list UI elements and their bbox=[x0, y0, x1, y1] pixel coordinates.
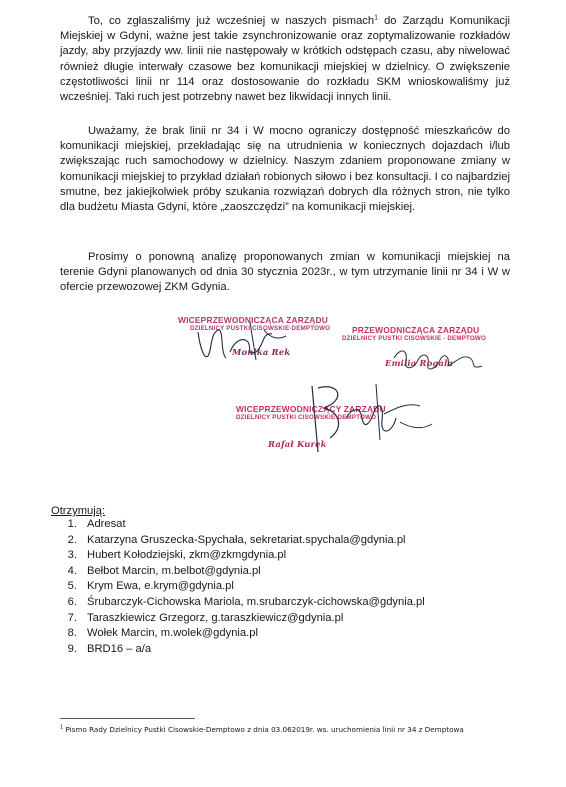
paragraph-3: Prosimy o ponowną analizę proponowanych zmian w komunikacji miejskiej na terenie Gdyni planowanych od dnia 30 stycznia 2023r., w tym utrzymanie linii nr 34 i W w ofercie przewozowej ZKM Gdynia. bbox=[60, 251, 510, 294]
list-item: 8. Wołek Marcin, m.wolek@gdynia.pl bbox=[67, 627, 258, 640]
stamp-title: PRZEWODNICZĄCA ZARZĄDU bbox=[352, 325, 480, 335]
list-item: 5. Krym Ewa, e.krym@gdynia.pl bbox=[67, 580, 234, 593]
stamp-name: Monika Rek bbox=[232, 347, 291, 357]
recipients-heading: Otrzymują: bbox=[51, 505, 106, 517]
signature-rafal-kurek bbox=[300, 378, 440, 458]
signature-monika-rek bbox=[190, 312, 310, 372]
stamp-org: DZIELNICY PUSTKI CISOWSKIE-DEMPTOWO bbox=[190, 325, 331, 332]
list-item: 6. Śrubarczyk-Cichowska Mariola, m.srubarczyk-cichowska@gdynia.pl bbox=[67, 595, 425, 608]
paragraph-2: Uważamy, że brak linii nr 34 i W mocno ograniczy dostępność mieszkańców do komunikacji miejskiej, przekładając się na utrudnienia w koniecznych dojazdach i/lub zwiększając ruch samochodowy w dzielnicy. Naszym zdaniem proponowane zmiany w komunikacji miejskiej to przykład działań robionych siłowo i bez konsultacji. I co najbardziej smutne, bez jakiejkolwiek próby szukania rozwiązań dobrych dla różnych stron, nie tylko dla budżetu Miasta Gdyni, które „zaoszczędzi” na komunikacji miejskiej. bbox=[60, 125, 510, 214]
list-item: 9. BRD16 – a/a bbox=[67, 642, 152, 655]
stamp-title: WICEPRZEWODNICZĄCY ZARZĄDU bbox=[236, 404, 386, 414]
paragraph-1-text-cont: do Zarządu Komunikacji Miejskiej w Gdyni, ważne jest takie zsynchronizowanie oraz zoptymalizowanie rozkładów jazdy, aby przyjazdy ww. linii nie następowały w krótkich odstępach czasu, aby niwelować również długie interwały czasowe bez komunikacji miejskiej w dzielnicy. O zwiększenie częstotliwości linii nr 114 oraz dostosowanie do rozkładu SKM wnioskowaliśmy już wcześniej. Taki ruch jest potrzebny nawet bez likwidacji innych linii. bbox=[60, 15, 510, 104]
stamp-name: Emilia Rogala bbox=[385, 358, 454, 368]
list-item: 4. Bełbot Marcin, m.belbot@gdynia.pl bbox=[67, 564, 261, 577]
stamp-name: Rafał Kurek bbox=[268, 439, 327, 449]
paragraph-1-text: To, co zgłaszaliśmy już wcześniej w naszych pismach bbox=[88, 15, 375, 27]
paragraph-1 bbox=[60, 14, 510, 105]
list-item: 1. Adresat bbox=[67, 518, 126, 530]
stamp-org: DZIELNICY PUSTKI CISOWSKIE-DEMPTOWO bbox=[236, 414, 377, 421]
list-item: 3. Hubert Kołodziejski, zkm@zkmgdynia.pl bbox=[67, 549, 287, 562]
signature-emilia-rogala bbox=[390, 340, 490, 380]
footnote-number: 1 bbox=[60, 724, 64, 731]
list-item: 2. Katarzyna Gruszecka-Spychała, sekretariat.spychala@gdynia.pl bbox=[67, 533, 406, 546]
footnote-text: Pismo Rady Dzielnicy Pustki Cisowskie-Demptowo z dnia 03.062019r. ws. uruchomienia linii nr 34 z Demptowa bbox=[63, 725, 464, 734]
recipients-list bbox=[51, 517, 425, 657]
stamp-org: DZIELNICY PUSTKI CISOWSKIE - DEMPTOWO bbox=[342, 335, 486, 342]
footnote-ref: 1 bbox=[374, 14, 379, 22]
list-item: 7. Taraszkiewicz Grzegorz, g.taraszkiewicz@gdynia.pl bbox=[67, 611, 344, 624]
footnote-divider bbox=[60, 718, 195, 719]
footnote bbox=[60, 725, 540, 734]
stamp-title: WICEPRZEWODNICZĄCA ZARZĄDU bbox=[178, 315, 329, 325]
